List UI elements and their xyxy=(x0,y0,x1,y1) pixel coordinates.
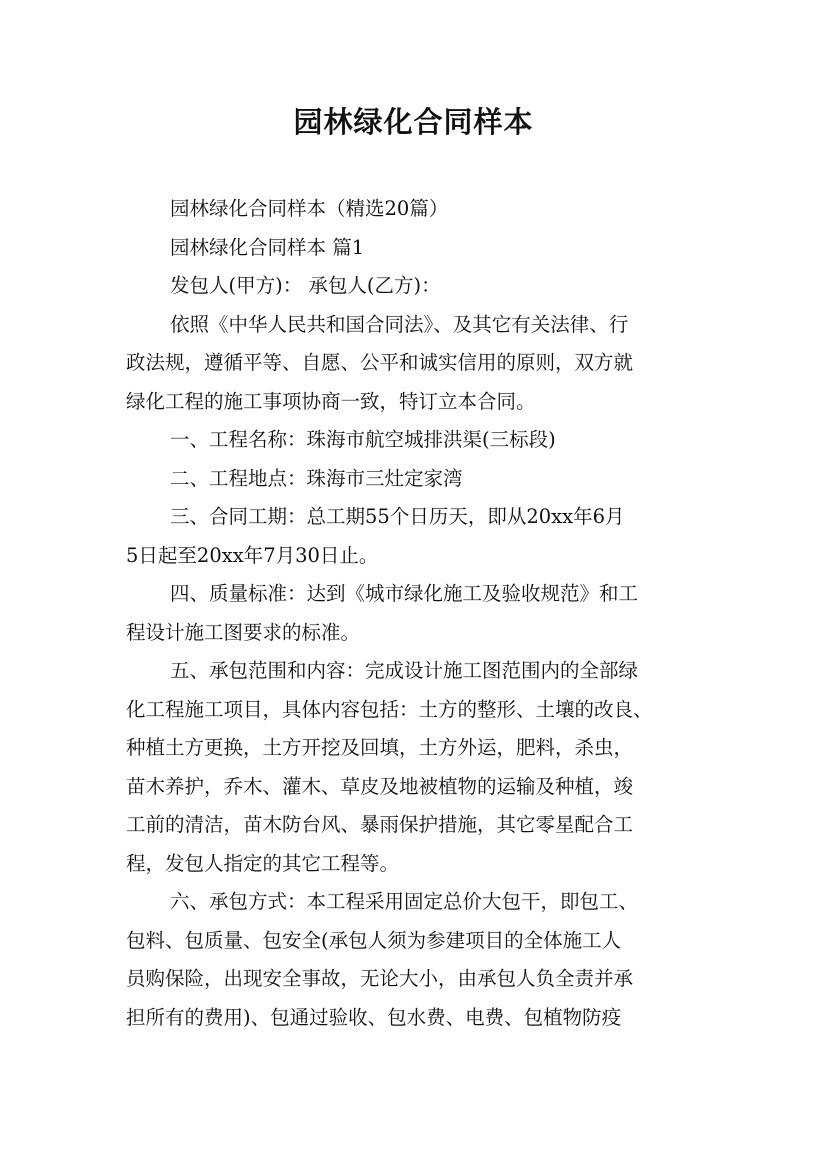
paragraph-line: 员购保险，出现安全事故，无论大小，由承包人负全责并承 xyxy=(126,967,634,990)
paragraph-line: 担所有的费用)、包通过验收、包水费、电费、包植物防疫 xyxy=(126,1005,622,1029)
paragraph xyxy=(126,498,706,575)
paragraph-line: 化工程施工项目，具体内容包括：土方的整形、土壤的改良、 xyxy=(126,697,653,721)
document-body xyxy=(126,190,706,1037)
paragraph-line: 五、承包范围和内容：完成设计施工图范围内的全部绿 xyxy=(170,659,639,682)
paragraph-line: 园林绿化合同样本（精选20篇） xyxy=(170,197,449,220)
paragraph-line: 四、质量标准：达到《城市绿化施工及验收规范》和工 xyxy=(170,582,639,605)
paragraph xyxy=(126,883,706,1037)
paragraph xyxy=(126,652,706,883)
paragraph-line: 苗木养护，乔木、灌木、草皮及地被植物的运输及种植，竣 xyxy=(126,774,634,798)
paragraph-line: 绿化工程的施工事项协商一致，特订立本合同。 xyxy=(126,389,536,413)
paragraph xyxy=(126,267,706,306)
paragraph-line: 包料、包质量、包安全(承包人须为参建项目的全体施工人 xyxy=(126,928,622,952)
paragraph-line: 政法规，遵循平等、自愿、公平和诚实信用的原则，双方就 xyxy=(126,351,634,374)
paragraph xyxy=(126,421,706,460)
paragraph-line: 发包人(甲方)： 承包人(乙方)： xyxy=(170,274,441,297)
paragraph xyxy=(126,306,706,422)
paragraph xyxy=(126,460,706,499)
document-title: 园林绿化合同样本 xyxy=(293,105,534,139)
paragraph-line: 三、合同工期：总工期55个日历天，即从20xx年6月 xyxy=(170,505,625,528)
paragraph xyxy=(126,190,706,229)
paragraph-line: 六、承包方式：本工程采用固定总价大包干，即包工、 xyxy=(170,890,639,913)
paragraph-line: 二、工程地点：珠海市三灶定家湾 xyxy=(170,466,463,490)
paragraph-line: 园林绿化合同样本 篇1 xyxy=(170,235,365,259)
paragraph xyxy=(126,575,706,652)
paragraph-line: 种植土方更换，土方开挖及回填，土方外运，肥料，杀虫， xyxy=(126,736,634,759)
paragraph-line: 一、工程名称：珠海市航空城排洪渠(三标段) xyxy=(170,428,556,451)
paragraph xyxy=(126,229,706,268)
paragraph-line: 程，发包人指定的其它工程等。 xyxy=(126,851,400,875)
paragraph-line: 5日起至20xx年7月30日止。 xyxy=(126,543,379,567)
paragraph-line: 程设计施工图要求的标准。 xyxy=(126,620,361,644)
paragraph-line: 工前的清洁，苗木防台风、暴雨保护措施，其它零星配合工 xyxy=(126,813,634,836)
paragraph-line: 依照《中华人民共和国合同法》、及其它有关法律、行 xyxy=(170,312,629,336)
